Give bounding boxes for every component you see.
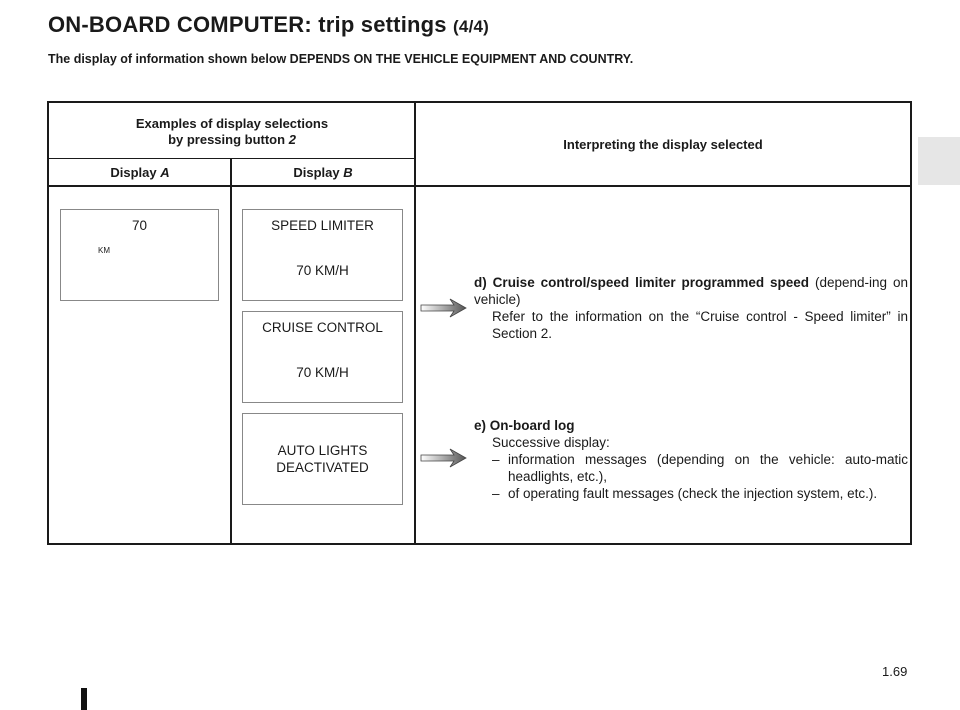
description-d-rest: (depend-ing on vehicle) bbox=[474, 275, 909, 307]
bottom-marker bbox=[81, 688, 87, 710]
description-d-heading bbox=[474, 274, 908, 308]
display-b-speed-limiter-value: 70 KM/H bbox=[296, 263, 349, 278]
arrow-right-icon bbox=[420, 297, 468, 319]
dash-bullet: – bbox=[492, 486, 500, 501]
page-title bbox=[48, 12, 489, 38]
description-e-item-2-text: of operating fault messages (check the injection system, etc.). bbox=[508, 486, 878, 501]
display-b-cruise-control bbox=[242, 311, 403, 403]
description-d-title: d) Cruise control/speed limiter programmed speed bbox=[474, 275, 810, 290]
description-d bbox=[474, 274, 908, 342]
header-display-b-letter: B bbox=[343, 165, 353, 180]
page-title-suffix: (4/4) bbox=[453, 17, 490, 36]
display-b-auto-lights-line1: AUTO LIGHTS bbox=[277, 443, 368, 458]
description-e-heading bbox=[474, 417, 908, 434]
header-examples-line2-text: by pressing button bbox=[168, 132, 289, 147]
page-subtitle: The display of information shown below DEPENDS ON THE VEHICLE EQUIPMENT AND COUNTRY. bbox=[48, 52, 634, 66]
display-b-cruise-control-label: CRUISE CONTROL bbox=[262, 320, 383, 335]
table-header-split bbox=[48, 158, 415, 159]
page-number: 1.69 bbox=[882, 664, 908, 679]
display-b-cruise-control-value: 70 KM/H bbox=[296, 365, 349, 380]
header-display-b-prefix: Display bbox=[293, 165, 344, 180]
header-examples-line2 bbox=[50, 132, 414, 148]
header-display-a bbox=[50, 165, 230, 181]
table-divider-ab bbox=[230, 158, 232, 545]
display-b-auto-lights-line2: DEACTIVATED bbox=[276, 460, 369, 475]
header-display-b bbox=[232, 165, 414, 181]
display-a-unit: KM bbox=[98, 246, 110, 255]
header-interpreting: Interpreting the display selected bbox=[563, 137, 763, 152]
header-examples bbox=[50, 116, 414, 148]
display-b-auto-lights bbox=[242, 413, 403, 505]
description-e-title: e) On-board log bbox=[474, 418, 575, 433]
header-examples-line1: Examples of display selections bbox=[135, 116, 329, 131]
display-a-distance bbox=[60, 209, 219, 301]
description-e-item-1 bbox=[474, 451, 908, 485]
header-display-a-prefix: Display bbox=[110, 165, 161, 180]
display-a-value: 70 bbox=[131, 218, 148, 233]
display-b-speed-limiter bbox=[242, 209, 403, 301]
arrow-right-icon bbox=[420, 447, 468, 469]
description-e-item-2 bbox=[474, 485, 908, 502]
description-d-reference: Refer to the information on the “Cruise control - Speed limiter” in Section 2. bbox=[492, 309, 908, 341]
dash-bullet: – bbox=[492, 452, 500, 467]
section-side-tab bbox=[918, 137, 960, 185]
description-e-intro: Successive display: bbox=[492, 435, 610, 450]
table-header-bottom bbox=[48, 185, 911, 187]
table-divider-main bbox=[414, 101, 416, 545]
description-e-item-1-text: information messages (depending on the vehicle: auto-matic headlights, etc.), bbox=[508, 452, 908, 484]
header-display-a-letter: A bbox=[160, 165, 170, 180]
header-examples-button: 2 bbox=[288, 132, 296, 147]
display-b-speed-limiter-label: SPEED LIMITER bbox=[271, 218, 374, 233]
page-title-main: ON-BOARD COMPUTER: trip settings bbox=[48, 12, 454, 37]
description-e bbox=[474, 417, 908, 502]
